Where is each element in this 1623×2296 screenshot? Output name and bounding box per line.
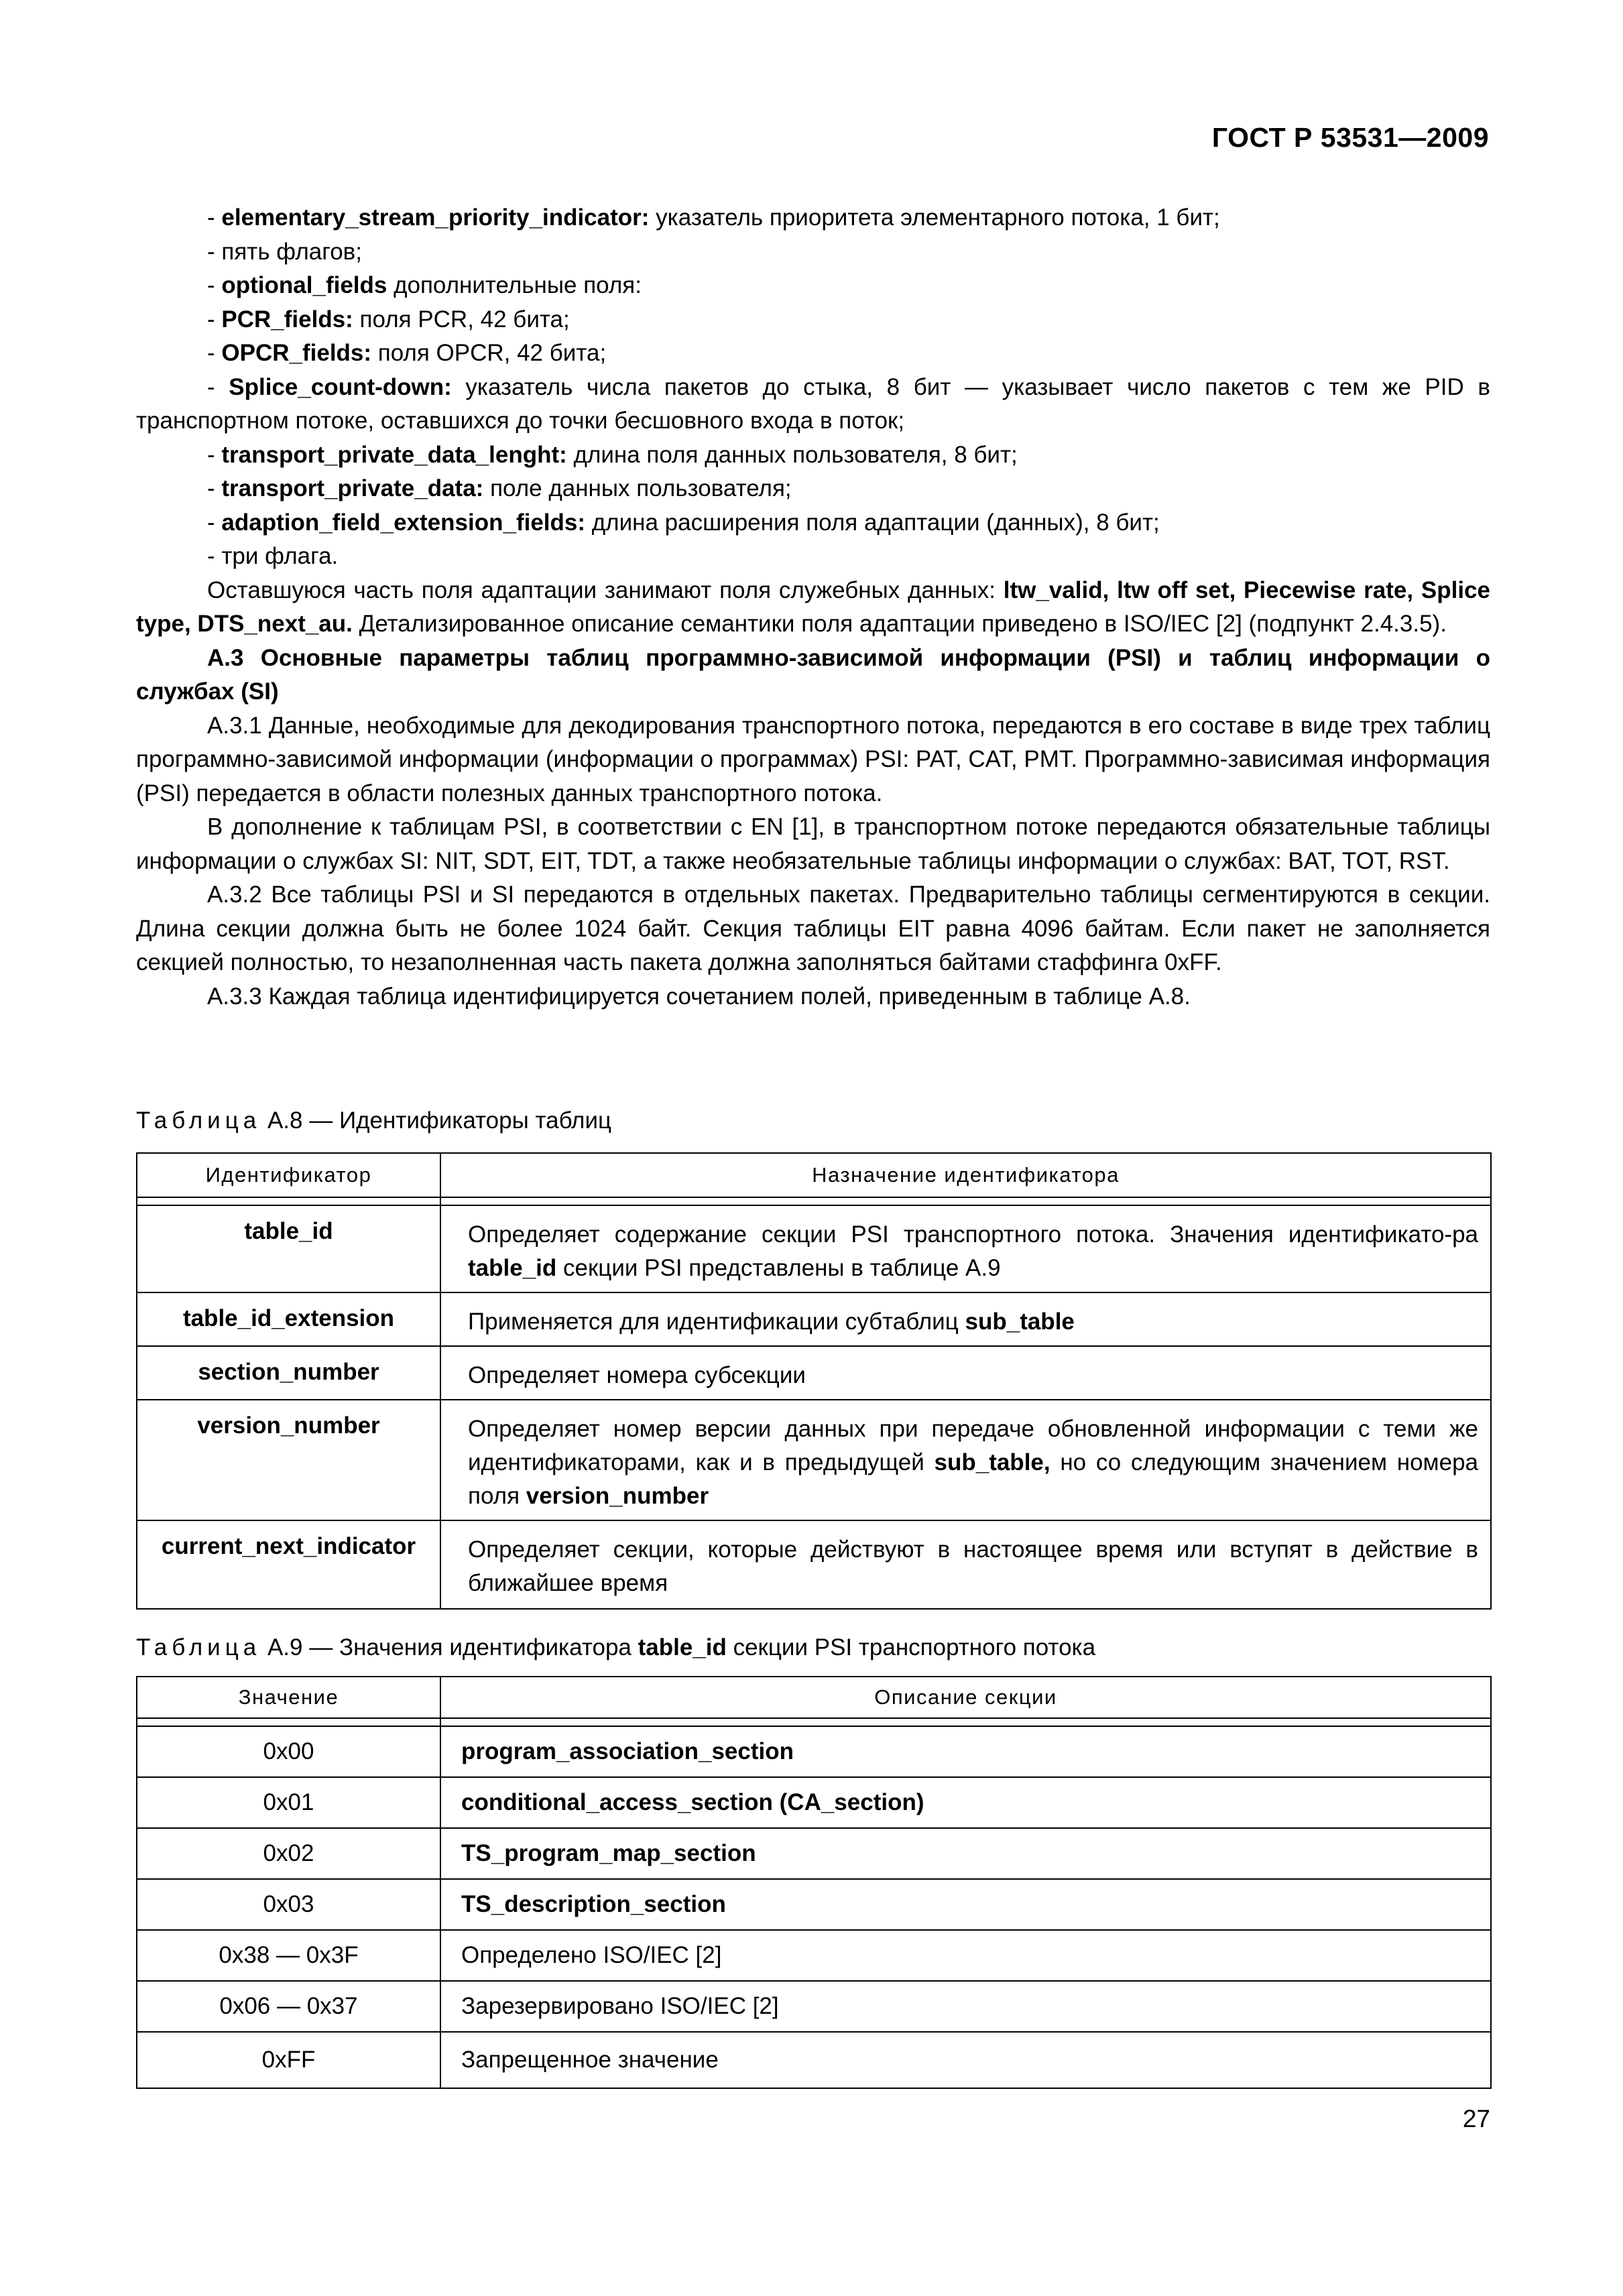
paragraph-a33: А.3.3 Каждая таблица идентифицируется сочетанием полей, приведенным в таблице А.8.	[207, 983, 1191, 1010]
paragraph-addition: В дополнение к таблицам PSI, в соответствии с EN [1], в транспортном потоке передаются обязательные таблицы информации о службах SI: NIT, SDT, EIT, TDT, а также необязательные таблицы информации о службах: BAT, TOT, RST.	[136, 814, 1490, 874]
paragraph-a32: А.3.2 Все таблицы PSI и SI передаются в отдельных пакетах. Предварительно таблицы сегментируются в секции. Длина секции должна быть не более 1024 байт. Секция таблицы EIT равна 4096 байтам. Если пакет не заполняется секцией полностью, то незаполненная часть пакета должна заполняться байтами стаффинга 0xFF.	[136, 882, 1490, 975]
paragraph-adaptation: Оставшуюся часть поля адаптации занимают поля служебных данных: ltw_valid, ltw off set, Piecewise rate, Splice type, DTS_next_au. Детализированное описание семантики поля адаптации приведено в ISO/IEC [2] (подпункт 2.4.3.5).	[136, 577, 1490, 637]
column-header: Назначение идентификатора	[440, 1153, 1491, 1197]
list-item: - elementary_stream_priority_indicator: указатель приоритета элементарного потока, 1 бит;	[207, 204, 1220, 231]
table-row: current_next_indicator Определяет секции, которые действуют в настоящее время или вступят в действие в ближайшее время	[137, 1520, 1491, 1609]
table-a8-caption: Таблица А.8 — Идентификаторы таблиц	[136, 1107, 612, 1134]
column-header: Описание секции	[440, 1677, 1491, 1718]
list-item: - transport_private_data_lenght: длина поля данных пользователя, 8 бит;	[207, 441, 1018, 468]
table-row: 0x02 TS_program_map_section	[137, 1828, 1491, 1879]
column-header: Значение	[137, 1677, 440, 1718]
table-row: 0x03 TS_description_section	[137, 1879, 1491, 1930]
list-item: - пять флагов;	[207, 238, 362, 265]
list-item: - Splice_count-down: указатель числа пакетов до стыка, 8 бит — указывает число пакетов с тем же PID в транспортном потоке, оставшихся до точки бесшовного входа в поток;	[136, 373, 1490, 434]
list-item: - transport_private_data: поле данных пользователя;	[207, 475, 792, 501]
paragraph-a31: А.3.1 Данные, необходимые для декодирования транспортного потока, передаются в его составе в виде трех таблиц программно-зависимой информации (информации о программах) PSI: PAT, CAT, PMT. Программно-зависимая информация (PSI) передается в области полезных данных транспортного потока.	[136, 712, 1490, 806]
document-header: ГОСТ Р 53531—2009	[1211, 122, 1489, 153]
table-row: 0x06 — 0x37 Зарезервировано ISO/IEC [2]	[137, 1981, 1491, 2032]
table-row: table_id Определяет содержание секции PSI транспортного потока. Значения идентификато-ра table_id секции PSI представлены в таблице А.9	[137, 1205, 1491, 1292]
list-item: - OPCR_fields: поля OPCR, 42 бита;	[207, 340, 607, 366]
list-item: - optional_fields дополнительные поля:	[207, 272, 642, 298]
list-item: - adaption_field_extension_fields: длина расширения поля адаптации (данных), 8 бит;	[207, 509, 1160, 536]
table-row: 0x38 — 0x3F Определено ISO/IEC [2]	[137, 1930, 1491, 1981]
table-a8	[136, 1152, 1492, 1610]
column-header: Идентификатор	[137, 1153, 440, 1197]
table-row: 0x00 program_association_section	[137, 1726, 1491, 1777]
list-item: - PCR_fields: поля PCR, 42 бита;	[207, 306, 570, 333]
section-heading: А.3 Основные параметры таблиц программно-зависимой информации (PSI) и таблиц информации о службах (SI)	[136, 644, 1490, 705]
list-item: - три флага.	[207, 543, 339, 569]
table-row: 0x01 conditional_access_section (CA_section)	[137, 1777, 1491, 1828]
table-a9	[136, 1676, 1492, 2089]
page-number: 27	[1462, 2105, 1490, 2132]
table-a9-caption: Таблица А.9 — Значения идентификатора table_id секции PSI транспортного потока	[136, 1634, 1096, 1660]
table-row: section_number Определяет номера субсекции	[137, 1346, 1491, 1400]
table-row: 0xFF Запрещенное значение	[137, 2032, 1491, 2088]
table-row: table_id_extension Применяется для идентификации субтаблиц sub_table	[137, 1292, 1491, 1346]
main-text	[136, 201, 1490, 1014]
table-row: version_number Определяет номер версии данных при передаче обновленной информации с теми же идентификаторами, как и в предыдущей sub_table, но со следующим значением номера поля version_number	[137, 1400, 1491, 1520]
